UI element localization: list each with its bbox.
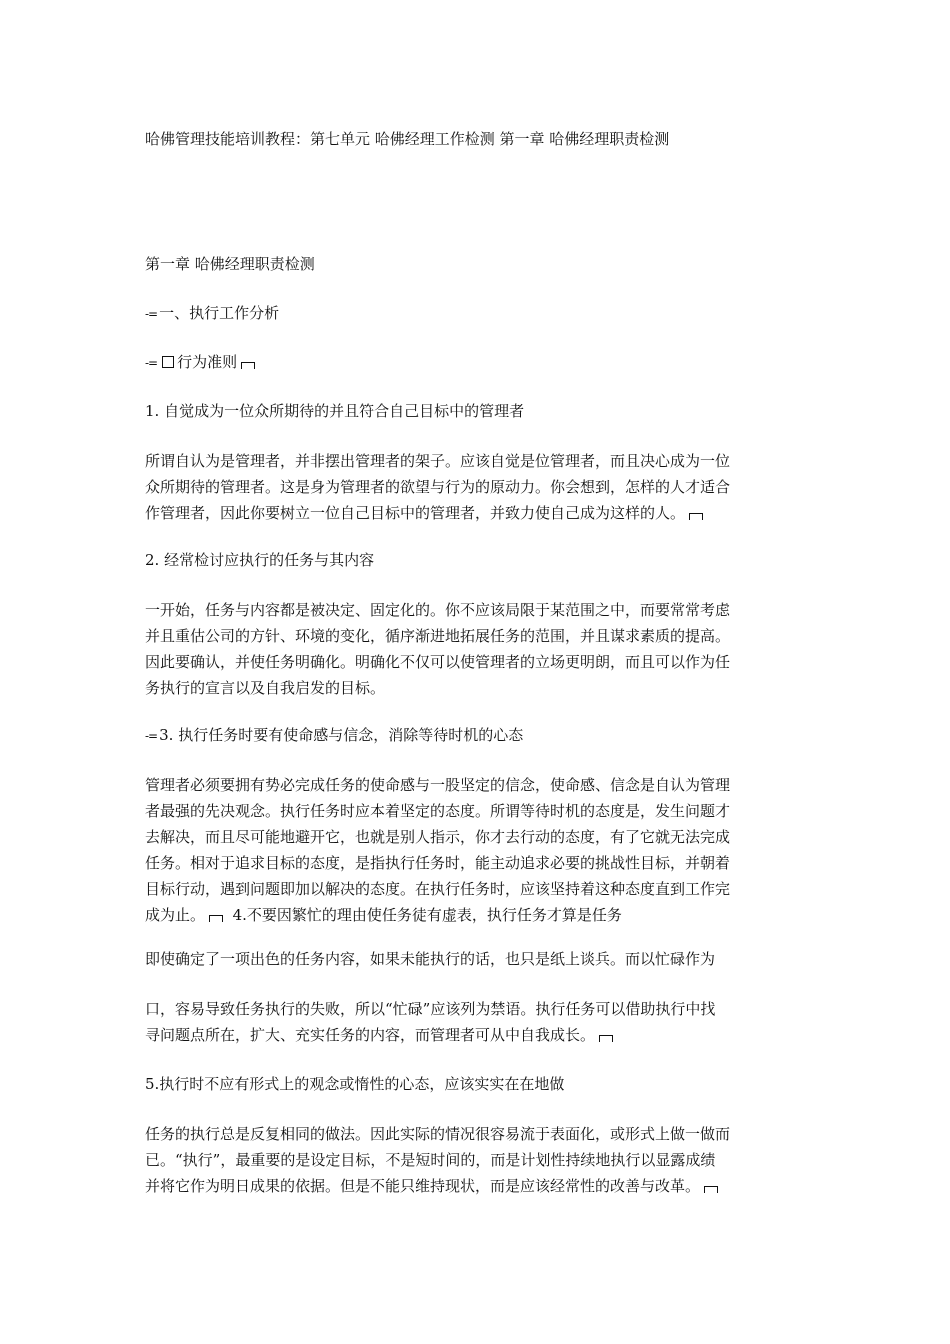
body-line: 已。“执行”，最重要的是设定目标，不是短时间的，而是计划性持续地执行以显露成绩 [145,1151,716,1169]
body-line: 口，容易导致任务执行的失败，所以“忙碌”应该列为禁语。执行任务可以借助执行中找 [145,1000,716,1018]
item-1-title: 1. 自觉成为一位众所期待的并且符合自己目标中的管理者 [145,402,525,420]
body-line: 众所期待的管理者。这是身为管理者的欲望与行为的原动力。你会想到，怎样的人才适合 [145,478,731,496]
item-3-title-text: 3. 执行任务时要有使命感与信念，消除等待时机的心态 [159,726,524,744]
item-4-body [145,996,815,1048]
body-line-text: 寻问题点所在，扩大、充实任务的内容，而管理者可从中自我成长。 [145,1026,596,1044]
item-2-title: 2. 经常检讨应执行的任务与其内容 [145,551,375,569]
subsection-heading [145,349,815,376]
body-line-text: 成为止。 [145,906,206,924]
return-mark-icon [241,362,255,369]
item-3-title [145,722,815,749]
body-line: 并且重估公司的方针、环境的变化，循序渐进地拓展任务的范围，并且谋求素质的提高。 [145,627,731,645]
return-mark-icon [689,513,703,520]
item-5-body [145,1121,815,1199]
chapter-heading: 第一章 哈佛经理职责检测 [145,255,315,273]
item-3-body [145,772,815,928]
body-line-text: 作管理者，因此你要树立一位自己目标中的管理者，并致力使自己成为这样的人。 [145,504,686,522]
body-line: 一开始，任务与内容都是被决定、固定化的。你不应该局限于某范围之中，而要常常考虑 [145,601,731,619]
item-5-title: 5.执行时不应有形式上的观念或惰性的心态，应该实实在在地做 [145,1075,565,1093]
list-prefix: -= [145,356,158,370]
body-line: 任务。相对于追求目标的态度，是指执行任务时，能主动追求必要的挑战性目标，并朝着 [145,854,731,872]
item-4-title: 4.不要因繁忙的理由使任务徒有虚表，执行任务才算是任务 [232,906,622,924]
body-line: 者最强的先决观念。执行任务时应本着坚定的态度。所谓等待时机的态度是，发生问题才 [145,802,731,820]
body-line: 务执行的宣言以及自我启发的目标。 [145,679,386,697]
section-heading [145,300,815,327]
body-line: 所谓自认为是管理者，并非摆出管理者的架子。应该自觉是位管理者，而且决心成为一位 [145,452,731,470]
body-line [145,1022,815,1048]
body-line: 去解决，而且尽可能地避开它，也就是别人指示，你才去行动的态度，有了它就无法完成 [145,828,731,846]
checkbox-glyph-icon [162,356,174,368]
body-line: 任务的执行总是反复相同的做法。因此实际的情况很容易流于表面化，或形式上做一做而 [145,1125,731,1143]
item-1-body [145,448,815,526]
body-line: 管理者必须要拥有势必完成任务的使命感与一股坚定的信念，使命感、信念是自认为管理 [145,776,731,794]
return-mark-icon [599,1035,613,1042]
body-line [145,902,815,928]
return-mark-icon [704,1186,718,1193]
item-4-body-line: 即使确定了一项出色的任务内容，如果未能执行的话，也只是纸上谈兵。而以忙碌作为 [145,950,716,968]
subsection-heading-text: 行为准则 [177,353,238,371]
body-line-text: 并将它作为明日成果的依据。但是不能只维持现状，而是应该经常性的改善与改革。 [145,1177,701,1195]
body-line: 目标行动，遇到问题即加以解决的态度。在执行任务时，应该坚持着这种态度直到工作完 [145,880,731,898]
section-heading-text: 一、执行工作分析 [159,304,280,322]
body-line: 因此要确认，并使任务明确化。明确化不仅可以使管理者的立场更明朗，而且可以作为任 [145,653,731,671]
list-prefix: -= [145,307,158,321]
body-line [145,1173,815,1199]
document-title: 哈佛管理技能培训教程：第七单元 哈佛经理工作检测 第一章 哈佛经理职责检测 [145,130,670,148]
list-prefix: -= [145,729,158,743]
item-2-body [145,597,815,701]
return-mark-icon [209,915,223,922]
body-line [145,500,815,526]
